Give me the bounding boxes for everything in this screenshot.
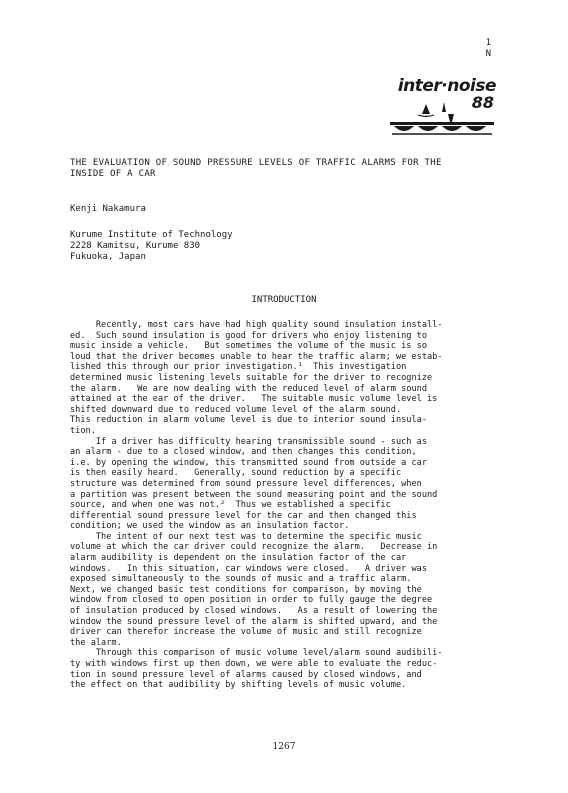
- logo-text: inter·noise: [397, 76, 496, 96]
- body-line: an alarm - due to a closed window, and then changes this condition,: [70, 447, 417, 458]
- conference-logo: [388, 78, 496, 140]
- body-line: attained at the ear of the driver. The suitable music volume level is: [70, 394, 438, 405]
- body-line: determined music listening levels suitable for the driver to recognize: [70, 372, 433, 383]
- body-line: the alarm.: [70, 637, 122, 648]
- body-line: This reduction in alarm volume level is due to interior sound insula-: [70, 415, 427, 426]
- body-line: window the sound pressure level of the alarm is shifted upward, and the: [70, 616, 438, 627]
- body-line: windows. In this situation, car windows were closed. A driver was: [70, 563, 427, 574]
- body-text: [70, 320, 496, 691]
- body-line: shifted downward due to reduced volume level of the alarm sound.: [70, 404, 402, 415]
- body-line: source, and when one was not.² Thus we established a specific: [70, 500, 391, 511]
- body-line: window from closed to open position in order to fully gauge the degree: [70, 595, 433, 606]
- title-line: INSIDE OF A CAR: [70, 169, 156, 179]
- author-name: Kenji Nakamura: [70, 204, 146, 214]
- corner-letter: N: [485, 49, 491, 59]
- body-line: condition; we used the window as an insulation factor.: [70, 521, 350, 532]
- affiliation: [70, 230, 233, 263]
- body-line: is then easily heard. Generally, sound reduction by a specific: [70, 468, 402, 479]
- corner-mark: [486, 38, 491, 60]
- body-line: driver can therefor increase the volume of music and still recognize: [70, 627, 422, 638]
- body-line: exposed simultaneously to the sounds of music and a traffic alarm.: [70, 574, 412, 585]
- body-line: If a driver has difficulty hearing transmissible sound - such as: [70, 436, 427, 447]
- body-line: a partition was present between the sound measuring point and the sound: [70, 489, 438, 500]
- body-line: music inside a vehicle. But sometimes the volume of the music is so: [70, 341, 427, 352]
- body-line: Next, we changed basic test conditions for comparison, by moving the: [70, 584, 422, 595]
- logo-year: 88: [471, 93, 494, 112]
- body-line: differential sound pressure level for the car and then changed this: [70, 510, 417, 521]
- affiliation-line: Kurume Institute of Technology: [70, 230, 233, 240]
- paper-title: [70, 158, 490, 180]
- affiliation-line: Fukuoka, Japan: [70, 252, 146, 262]
- body-line: Through this comparison of music volume level/alarm sound audibili-: [70, 648, 443, 659]
- affiliation-line: 2228 Kamitsu, Kurume 830: [70, 241, 201, 251]
- body-line: alarm audibility is dependent on the insulation factor of the car: [70, 553, 407, 564]
- body-line: the effect on that audibility by shifting levels of music volume.: [70, 680, 407, 691]
- body-line: i.e. by opening the window, this transmitted sound from outside a car: [70, 457, 427, 468]
- body-line: ty with windows first up then down, we were able to evaluate the reduc-: [70, 659, 438, 669]
- body-line: ed. Such sound insulation is good for drivers who enjoy listening to: [70, 330, 427, 341]
- body-line: structure was determined from sound pressure level differences, when: [70, 478, 422, 489]
- body-line: the alarm. We are now dealing with the reduced level of alarm sound: [70, 383, 427, 394]
- title-line: THE EVALUATION OF SOUND PRESSURE LEVELS OF TRAFFIC ALARMS FOR THE: [70, 158, 442, 168]
- body-line: tion.: [70, 425, 96, 436]
- section-heading: INTRODUCTION: [251, 295, 317, 305]
- body-line: volume at which the car driver could recognize the alarm. Decrease in: [70, 542, 438, 553]
- body-line: loud that the driver becomes unable to hear the traffic alarm; we estab-: [70, 351, 443, 362]
- page-number: 1267: [272, 742, 296, 752]
- body-line: Recently, most cars have had high quality sound insulation install-: [70, 320, 443, 330]
- body-line: tion in sound pressure level of alarms caused by closed windows, and: [70, 669, 422, 680]
- body-line: of insulation produced by closed windows. As a result of lowering the: [70, 606, 438, 617]
- body-line: The intent of our next test was to determine the specific music: [70, 531, 422, 542]
- bridge-icon: [388, 100, 496, 140]
- corner-number: 1: [485, 38, 491, 48]
- body-line: lished this through our prior investigation.¹ This investigation: [70, 362, 407, 373]
